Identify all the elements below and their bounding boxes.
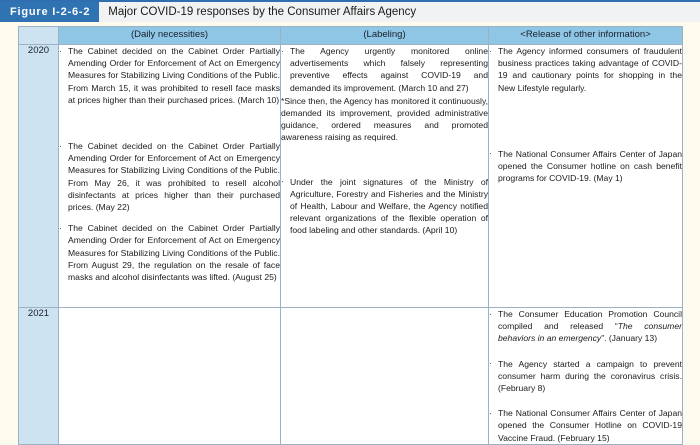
list-item-text: The Cabinet decided on the Cabinet Order Partially Amending Order for Enforcement of Act on Emergency Measures for Stabilizing Living Conditions of the Public. From August 29, the regulation on the resale of face masks and alcohol disinfectants was lifted. (August 25) — [68, 223, 280, 283]
bullet-dot-icon: · — [489, 45, 492, 56]
list-item-text: Under the joint signatures of the Ministry of Agriculture, Forestry and Fisheries and the Ministry of Health, Labour and Welfare, the Agency notified relevant organizations of the flexible operation of food labeling and other standards. (April 10) — [290, 176, 488, 236]
list-item-text: The National Consumer Affairs Center of Japan opened the Consumer Hotline on COVID-19 Vaccine Fraud. (February 15) — [498, 408, 682, 443]
list-item — [489, 308, 682, 345]
year-label-2021: 2021 — [19, 308, 59, 445]
list-item-text: The Agency urgently monitored online advertisements which falsely representing preventive effects against COVID-19 and demanded its improvement. (March 10 and 27) — [290, 46, 488, 93]
table-corner-cell — [19, 27, 59, 45]
list-item — [59, 45, 280, 106]
list-item-text-post: ”. (January 13) — [601, 333, 658, 344]
list-item — [59, 222, 280, 283]
bullet-dot-icon: · — [489, 308, 492, 319]
bullet-dot-icon: · — [281, 176, 284, 187]
responses-table-wrapper — [18, 26, 682, 445]
bullet-dot-icon: · — [489, 148, 492, 159]
cell-2020-daily-necessities — [59, 45, 281, 308]
list-item — [489, 148, 682, 185]
list-item — [489, 407, 682, 444]
list-item-text: The Cabinet decided on the Cabinet Order Partially Amending Order for Enforcement of Act on Emergency Measures for Stabilizing Living Conditions of the Public. From March 15, it was prohibited to resell face masks at prices higher than their purchased prices. (March 10) — [68, 46, 280, 105]
list-item-text: The National Consumer Affairs Center of Japan opened the Consumer hotline on cash benefit programs for COVID-19. (May 1) — [498, 148, 682, 184]
bullet-list — [489, 45, 682, 184]
bullet-dot-icon: · — [281, 45, 284, 56]
cell-2020-labeling — [281, 45, 489, 308]
table-row — [19, 45, 683, 308]
table-header — [19, 27, 683, 45]
cell-2021-labeling — [281, 308, 489, 445]
list-item — [489, 358, 682, 395]
figure-number-badge: Figure I-2-6-2 — [0, 2, 99, 22]
bullet-list — [489, 308, 682, 444]
list-item-text-italic: The consumer behaviors in an emergency — [498, 321, 682, 344]
list-item-text: The Agency informed consumers of fraudulent business practices taking advantage of COVID-19 and cautionary points for shopping in the New Lifestyle regularly. — [498, 46, 682, 93]
column-header-daily-necessities: (Daily necessities) — [59, 27, 281, 45]
figure-title: Major COVID-19 responses by the Consumer Affairs Agency — [99, 2, 700, 22]
list-item — [281, 176, 488, 237]
year-label-2020: 2020 — [19, 45, 59, 308]
list-item-text: The Agency started a campaign to prevent consumer harm during the coronavirus crisis. (February 8) — [498, 358, 682, 394]
labeling-footnote: *Since then, the Agency has monitored it continuously, demanded its improvement, provided administrative guidance, ordered measures and promoted awareness raising as required. — [281, 95, 488, 143]
bullet-dot-icon: · — [489, 358, 492, 369]
bullet-dot-icon: · — [59, 45, 62, 56]
list-item — [59, 140, 280, 213]
bullet-dot-icon: · — [59, 222, 62, 233]
bullet-list — [59, 45, 280, 283]
cell-2021-release-of-other-information — [489, 308, 683, 445]
list-item — [281, 45, 488, 94]
table-body — [19, 45, 683, 445]
list-item-text: The Cabinet decided on the Cabinet Order Partially Amending Order for Enforcement of Act on Emergency Measures for Stabilizing Living Conditions of the Public. From May 26, it was prohibited to resell alcohol disinfectants at prices higher than their purchased prices. (May 22) — [68, 141, 280, 213]
cell-2020-release-of-other-information — [489, 45, 683, 308]
responses-table — [18, 26, 683, 445]
table-header-row — [19, 27, 683, 45]
list-item-text-pre: The Consumer Education Promotion Council compiled and released “ — [498, 309, 682, 332]
column-header-release-of-other-information: <Release of other information> — [489, 27, 683, 45]
cell-2021-daily-necessities — [59, 308, 281, 445]
list-item — [489, 45, 682, 94]
column-header-labeling: (Labeling) — [281, 27, 489, 45]
bullet-dot-icon: · — [59, 140, 62, 151]
figure-title-bar — [0, 0, 700, 22]
bullet-list — [281, 45, 488, 237]
table-row — [19, 308, 683, 445]
bullet-dot-icon: · — [489, 407, 492, 418]
